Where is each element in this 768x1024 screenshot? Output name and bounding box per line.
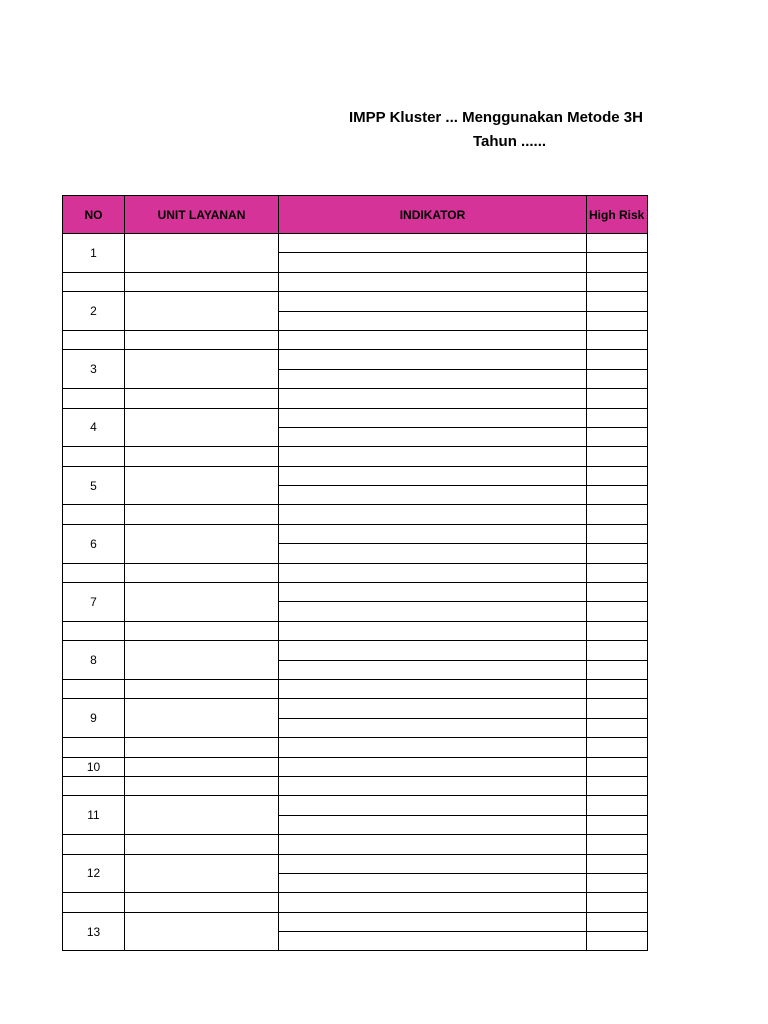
row-number-cell[interactable] xyxy=(63,776,125,795)
unit-layanan-cell[interactable] xyxy=(125,447,279,466)
table-header-row xyxy=(63,196,648,234)
unit-layanan-cell[interactable] xyxy=(125,854,279,893)
indikator-cell[interactable] xyxy=(279,621,587,640)
indikator-cell[interactable] xyxy=(279,815,587,834)
indikator-cell[interactable] xyxy=(279,272,587,291)
table-row xyxy=(63,524,648,543)
header-no: NO xyxy=(63,196,125,234)
indikator-cell[interactable] xyxy=(279,563,587,582)
unit-layanan-cell[interactable] xyxy=(125,738,279,757)
row-number-cell[interactable] xyxy=(63,389,125,408)
indikator-cell[interactable] xyxy=(279,699,587,718)
row-number-cell[interactable]: 11 xyxy=(63,796,125,835)
table-row xyxy=(63,234,648,253)
row-number-cell[interactable]: 9 xyxy=(63,699,125,738)
indikator-cell[interactable] xyxy=(279,679,587,698)
indikator-cell[interactable] xyxy=(279,660,587,679)
indikator-cell[interactable] xyxy=(279,234,587,253)
table-row xyxy=(63,738,648,757)
row-number-cell[interactable]: 5 xyxy=(63,466,125,505)
table-row xyxy=(63,796,648,815)
high-risk-cell[interactable] xyxy=(587,563,648,582)
row-number-cell[interactable]: 4 xyxy=(63,408,125,447)
indikator-cell[interactable] xyxy=(279,738,587,757)
row-number-cell[interactable] xyxy=(63,835,125,854)
row-number-cell[interactable] xyxy=(63,563,125,582)
high-risk-cell[interactable] xyxy=(587,660,648,679)
indikator-cell[interactable] xyxy=(279,583,587,602)
high-risk-cell[interactable] xyxy=(587,621,648,640)
indikator-cell[interactable] xyxy=(279,408,587,427)
unit-layanan-cell[interactable] xyxy=(125,796,279,835)
indikator-cell[interactable] xyxy=(279,873,587,892)
unit-layanan-cell[interactable] xyxy=(125,389,279,408)
unit-layanan-cell[interactable] xyxy=(125,912,279,951)
high-risk-cell[interactable] xyxy=(587,641,648,660)
header-unit-layanan: UNIT LAYANAN xyxy=(125,196,279,234)
high-risk-cell[interactable] xyxy=(587,234,648,253)
indikator-cell[interactable] xyxy=(279,641,587,660)
table-row xyxy=(63,854,648,873)
indikator-cell[interactable] xyxy=(279,253,587,272)
high-risk-cell[interactable] xyxy=(587,679,648,698)
table-row xyxy=(63,447,648,466)
high-risk-cell[interactable] xyxy=(587,932,648,951)
unit-layanan-cell[interactable] xyxy=(125,699,279,738)
unit-layanan-cell[interactable] xyxy=(125,563,279,582)
table-row xyxy=(63,699,648,718)
table-row xyxy=(63,389,648,408)
indikator-cell[interactable] xyxy=(279,369,587,388)
high-risk-cell[interactable] xyxy=(587,389,648,408)
indikator-cell[interactable] xyxy=(279,486,587,505)
high-risk-cell[interactable] xyxy=(587,350,648,369)
high-risk-cell[interactable] xyxy=(587,796,648,815)
unit-layanan-cell[interactable] xyxy=(125,757,279,776)
indikator-cell[interactable] xyxy=(279,854,587,873)
unit-layanan-cell[interactable] xyxy=(125,350,279,389)
table-row xyxy=(63,563,648,582)
indikator-cell[interactable] xyxy=(279,776,587,795)
table-row xyxy=(63,350,648,369)
table-row xyxy=(63,583,648,602)
document-title-block xyxy=(0,106,768,166)
table-row xyxy=(63,679,648,698)
high-risk-cell[interactable] xyxy=(587,854,648,873)
indikator-cell[interactable] xyxy=(279,912,587,931)
indikator-cell[interactable] xyxy=(279,466,587,485)
high-risk-cell[interactable] xyxy=(587,602,648,621)
high-risk-cell[interactable] xyxy=(587,699,648,718)
table-row xyxy=(63,292,648,311)
document-title: IMPP Kluster ... Menggunakan Metode 3H xyxy=(349,109,643,126)
table-row xyxy=(63,505,648,524)
row-number-cell[interactable]: 12 xyxy=(63,854,125,893)
row-number-cell[interactable]: 7 xyxy=(63,583,125,622)
indikator-cell[interactable] xyxy=(279,524,587,543)
indikator-cell[interactable] xyxy=(279,427,587,446)
high-risk-cell[interactable] xyxy=(587,776,648,795)
high-risk-cell[interactable] xyxy=(587,893,648,912)
unit-layanan-cell[interactable] xyxy=(125,621,279,640)
row-number-cell[interactable] xyxy=(63,447,125,466)
table-row xyxy=(63,776,648,795)
table-row xyxy=(63,621,648,640)
high-risk-cell[interactable] xyxy=(587,253,648,272)
row-number-cell[interactable]: 8 xyxy=(63,641,125,680)
row-number-cell[interactable] xyxy=(63,621,125,640)
indikator-cell[interactable] xyxy=(279,893,587,912)
unit-layanan-cell[interactable] xyxy=(125,292,279,331)
high-risk-cell[interactable] xyxy=(587,427,648,446)
unit-layanan-cell[interactable] xyxy=(125,835,279,854)
table-row xyxy=(63,466,648,485)
unit-layanan-cell[interactable] xyxy=(125,583,279,622)
indikator-cell[interactable] xyxy=(279,350,587,369)
high-risk-cell[interactable] xyxy=(587,912,648,931)
table-row xyxy=(63,893,648,912)
unit-layanan-cell[interactable] xyxy=(125,893,279,912)
header-indikator: INDIKATOR xyxy=(279,196,587,234)
impp-indicator-table xyxy=(62,195,648,951)
indikator-cell[interactable] xyxy=(279,718,587,737)
row-number-cell[interactable]: 2 xyxy=(63,292,125,331)
indikator-cell[interactable] xyxy=(279,330,587,349)
indikator-cell[interactable] xyxy=(279,602,587,621)
indikator-cell[interactable] xyxy=(279,292,587,311)
row-number-cell[interactable]: 13 xyxy=(63,912,125,951)
row-number-cell[interactable] xyxy=(63,893,125,912)
table-row xyxy=(63,408,648,427)
high-risk-cell[interactable] xyxy=(587,835,648,854)
high-risk-cell[interactable] xyxy=(587,815,648,834)
high-risk-cell[interactable] xyxy=(587,757,648,776)
indikator-cell[interactable] xyxy=(279,932,587,951)
high-risk-cell[interactable] xyxy=(587,447,648,466)
high-risk-cell[interactable] xyxy=(587,544,648,563)
unit-layanan-cell[interactable] xyxy=(125,679,279,698)
table-row xyxy=(63,272,648,291)
indikator-cell[interactable] xyxy=(279,447,587,466)
high-risk-cell[interactable] xyxy=(587,738,648,757)
high-risk-cell[interactable] xyxy=(587,466,648,485)
table-row xyxy=(63,912,648,931)
indikator-cell[interactable] xyxy=(279,796,587,815)
unit-layanan-cell[interactable] xyxy=(125,466,279,505)
row-number-cell[interactable]: 6 xyxy=(63,524,125,563)
table-row xyxy=(63,757,648,776)
high-risk-cell[interactable] xyxy=(587,524,648,543)
high-risk-cell[interactable] xyxy=(587,272,648,291)
table-row xyxy=(63,641,648,660)
row-number-cell[interactable] xyxy=(63,272,125,291)
indikator-cell[interactable] xyxy=(279,505,587,524)
table-row xyxy=(63,835,648,854)
unit-layanan-cell[interactable] xyxy=(125,641,279,680)
high-risk-cell[interactable] xyxy=(587,369,648,388)
unit-layanan-cell[interactable] xyxy=(125,524,279,563)
indikator-cell[interactable] xyxy=(279,757,587,776)
high-risk-cell[interactable] xyxy=(587,583,648,602)
table-row xyxy=(63,330,648,349)
indikator-cell[interactable] xyxy=(279,544,587,563)
high-risk-cell[interactable] xyxy=(587,873,648,892)
unit-layanan-cell[interactable] xyxy=(125,776,279,795)
high-risk-cell[interactable] xyxy=(587,718,648,737)
indikator-cell[interactable] xyxy=(279,389,587,408)
high-risk-cell[interactable] xyxy=(587,311,648,330)
header-high-risk: High Risk xyxy=(587,196,648,234)
table-body xyxy=(63,234,648,951)
unit-layanan-cell[interactable] xyxy=(125,272,279,291)
row-number-cell[interactable] xyxy=(63,738,125,757)
unit-layanan-cell[interactable] xyxy=(125,234,279,273)
unit-layanan-cell[interactable] xyxy=(125,408,279,447)
high-risk-cell[interactable] xyxy=(587,486,648,505)
row-number-cell[interactable]: 1 xyxy=(63,234,125,273)
row-number-cell[interactable]: 10 xyxy=(63,757,125,776)
row-number-cell[interactable]: 3 xyxy=(63,350,125,389)
row-number-cell[interactable] xyxy=(63,679,125,698)
high-risk-cell[interactable] xyxy=(587,292,648,311)
row-number-cell[interactable] xyxy=(63,330,125,349)
indikator-cell[interactable] xyxy=(279,311,587,330)
high-risk-cell[interactable] xyxy=(587,330,648,349)
document-subtitle-year: Tahun ...... xyxy=(473,133,547,150)
unit-layanan-cell[interactable] xyxy=(125,505,279,524)
indikator-cell[interactable] xyxy=(279,835,587,854)
high-risk-cell[interactable] xyxy=(587,408,648,427)
unit-layanan-cell[interactable] xyxy=(125,330,279,349)
high-risk-cell[interactable] xyxy=(587,505,648,524)
row-number-cell[interactable] xyxy=(63,505,125,524)
